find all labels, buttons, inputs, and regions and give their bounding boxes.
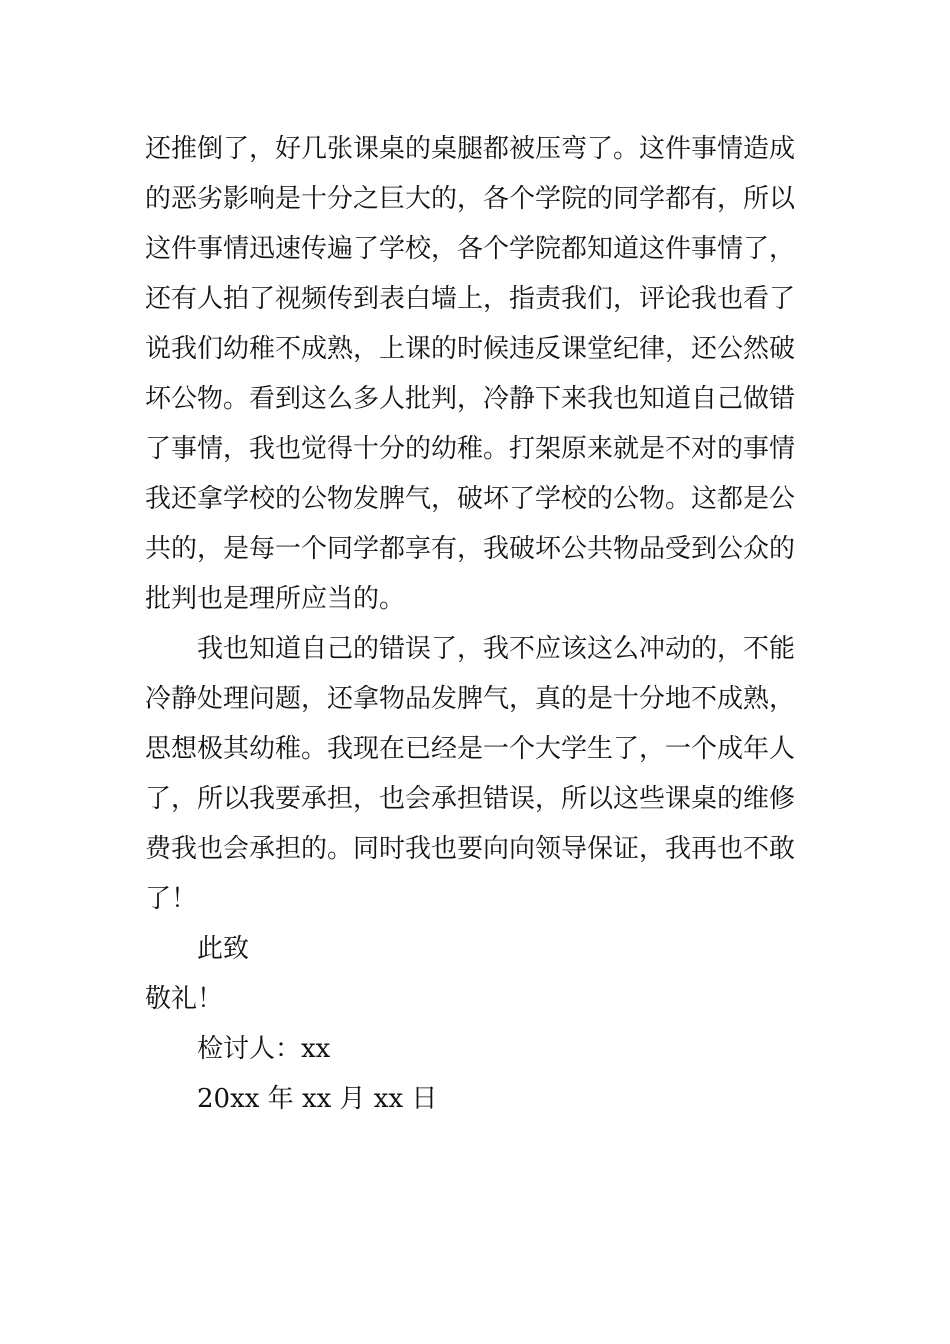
paragraph-2-line-5: 费我也会承担的。同时我也要向向领导保证，我再也不敢: [145, 834, 796, 864]
date-line: 20xx 年 xx 月 xx 日: [197, 1084, 438, 1114]
paragraph-1-line-4: 还有人拍了视频传到表白墙上，指责我们，评论我也看了: [145, 284, 796, 314]
closing-text: 此致: [197, 934, 250, 964]
paragraph-2-line-4: 了，所以我要承担，也会承担错误，所以这些课桌的维修: [145, 784, 796, 814]
paragraph-1-line-6: 坏公物。看到这么多人批判，冷静下来我也知道自己做错: [145, 384, 796, 414]
paragraph-2-line-6: 了！: [145, 884, 198, 914]
paragraph-2-line-1: 我也知道自己的错误了，我不应该这么冲动的，不能: [197, 634, 796, 664]
paragraph-1-line-1: 还推倒了，好几张课桌的桌腿都被压弯了。这件事情造成: [145, 134, 796, 164]
salute-text: 敬礼！: [145, 984, 224, 1014]
paragraph-1-line-5: 说我们幼稚不成熟，上课的时候违反课堂纪律，还公然破: [145, 334, 796, 364]
paragraph-1-line-9: 共的，是每一个同学都享有，我破坏公共物品受到公众的: [145, 534, 796, 564]
paragraph-1-line-3: 这件事情迅速传遍了学校，各个学院都知道这件事情了，: [145, 234, 796, 264]
paragraph-2-line-3: 思想极其幼稚。我现在已经是一个大学生了，一个成年人: [145, 734, 796, 764]
paragraph-1-line-2: 的恶劣影响是十分之巨大的，各个学院的同学都有，所以: [145, 184, 796, 214]
paragraph-2-line-2: 冷静处理问题，还拿物品发脾气，真的是十分地不成熟，: [145, 684, 796, 714]
paragraph-1-line-7: 了事情，我也觉得十分的幼稚。打架原来就是不对的事情: [145, 434, 796, 464]
paragraph-1-line-10: 批判也是理所应当的。: [145, 584, 406, 614]
signature-line: 检讨人：xx: [197, 1034, 331, 1064]
paragraph-1-line-8: 我还拿学校的公物发脾气，破坏了学校的公物。这都是公: [145, 484, 796, 514]
